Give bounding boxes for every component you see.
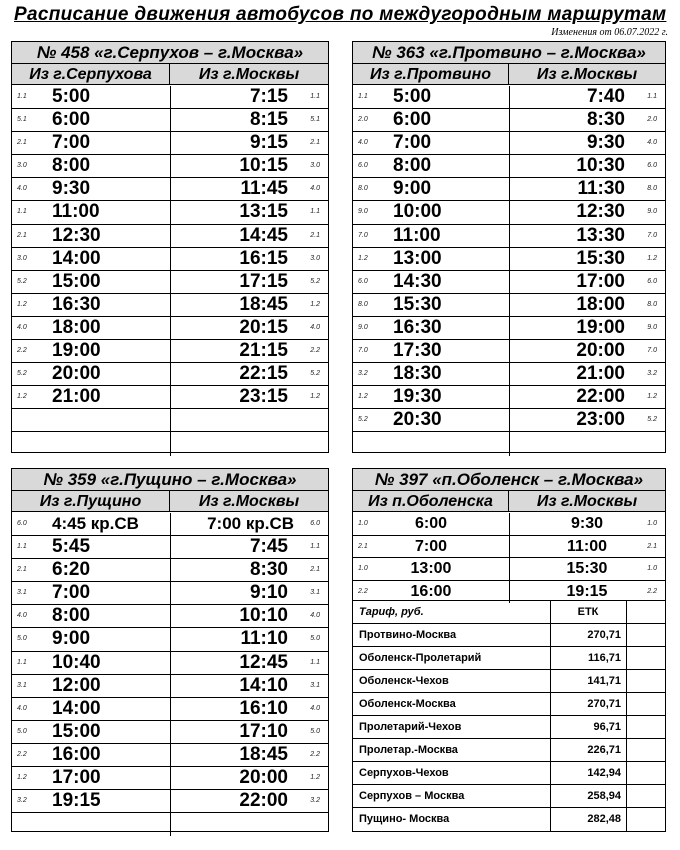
departure-time: 16:30 (52, 293, 101, 315)
return-time: 10:10 (239, 605, 288, 627)
return-time: 18:45 (239, 743, 288, 765)
schedule-row (353, 86, 665, 109)
schedule-row (12, 271, 328, 294)
trip-code-right: 2.1 (647, 542, 657, 550)
trip-code-left: 4.0 (17, 612, 27, 620)
departure-time: 18:30 (393, 363, 442, 385)
route-359-table (11, 468, 329, 832)
schedule-row (353, 536, 665, 559)
tariff-route-name: Серпухов – Москва (359, 790, 465, 802)
departure-time: 17:00 (52, 767, 101, 789)
trip-code-right: 1.1 (310, 658, 320, 666)
tariff-price: 141,71 (587, 675, 621, 687)
trip-code-right: 3.1 (310, 681, 320, 689)
trip-code-left: 9.0 (358, 323, 368, 331)
trip-code-left: 1.2 (17, 300, 27, 308)
departure-time: 6:00 (414, 515, 448, 532)
return-time: 11:10 (240, 628, 288, 650)
to-column-header: Из г.Москвы (509, 491, 665, 512)
trip-code-right: 3.0 (310, 162, 320, 170)
schedule-rows (12, 513, 328, 836)
trip-code-left: 5.2 (17, 277, 27, 285)
trip-code-left: 3.0 (17, 254, 27, 262)
trip-code-left: 1.1 (17, 543, 27, 551)
tariff-header: Тариф, руб. (359, 606, 424, 618)
trip-code-right: 4.0 (310, 323, 320, 331)
schedule-rows (353, 86, 665, 456)
return-time: 11:00 (566, 537, 608, 555)
trip-code-left: 1.1 (17, 208, 27, 216)
route-458-table (11, 41, 329, 453)
trip-code-right: 3.0 (310, 254, 320, 262)
trip-code-right: 2.2 (310, 347, 320, 355)
tariff-row (353, 670, 665, 693)
departure-time: 12:30 (52, 224, 101, 246)
departure-time: 6:00 (393, 109, 432, 131)
departure-time: 19:15 (52, 790, 101, 812)
tariff-price: 258,94 (587, 790, 621, 802)
departure-time: 7:00 (52, 582, 91, 604)
schedule-row (353, 132, 665, 155)
departure-time: 7:00 (393, 132, 432, 154)
trip-code-left: 5.0 (17, 635, 27, 643)
return-time: 22:00 (576, 386, 625, 408)
return-time: 8:30 (249, 559, 288, 581)
departure-time: 8:00 (52, 155, 91, 177)
departure-time: 14:00 (52, 247, 101, 269)
tariff-column-label: ЕТК (577, 606, 599, 618)
schedule-row (353, 340, 665, 363)
return-time: 12:30 (576, 201, 625, 223)
schedule-row (12, 628, 328, 651)
to-column-header: Из г.Москвы (509, 64, 665, 85)
departure-time: 15:00 (52, 270, 101, 292)
trip-code-right: 1.0 (647, 520, 657, 527)
from-column-header: Из п.Оболенска (353, 491, 509, 512)
return-time: 17:00 (576, 270, 625, 292)
schedule-row (12, 675, 328, 698)
return-time: 17:10 (239, 720, 288, 742)
return-time: 22:00 (239, 790, 288, 812)
trip-code-right: 3.2 (647, 370, 657, 378)
trip-code-left: 1.2 (17, 774, 27, 782)
trip-code-left: 1.2 (358, 393, 368, 401)
schedule-row (353, 386, 665, 409)
schedule-row (353, 225, 665, 248)
to-column-header: Из г.Москвы (170, 64, 328, 85)
trip-code-right: 7.0 (647, 231, 657, 239)
tariff-row (353, 739, 665, 762)
return-time: 8:15 (249, 109, 288, 131)
trip-code-right: 5.0 (310, 727, 320, 735)
departure-time: 19:00 (52, 340, 101, 362)
route-363-table (352, 41, 666, 453)
trip-code-right: 1.2 (647, 393, 657, 401)
return-time: 13:30 (576, 224, 625, 246)
departure-time: 14:00 (52, 697, 101, 719)
trip-code-right: 5.2 (310, 277, 320, 285)
schedule-row (353, 155, 665, 178)
trip-code-right: 5.0 (310, 635, 320, 643)
trip-code-left: 2.2 (17, 347, 27, 355)
tariff-row (353, 785, 665, 808)
return-time: 9:30 (570, 515, 604, 532)
departure-time: 7:00 (414, 537, 448, 555)
schedule-row (12, 340, 328, 363)
tariff-row (353, 716, 665, 739)
departure-time: 9:00 (52, 628, 91, 650)
trip-code-right: 2.1 (310, 139, 320, 147)
from-column-header: Из г.Серпухова (12, 64, 170, 85)
tariff-route-name: Пролетарий-Чехов (359, 721, 462, 733)
trip-code-right: 9.0 (647, 208, 657, 216)
schedule-row (12, 317, 328, 340)
trip-code-left: 2.1 (358, 542, 368, 550)
tariff-route-name: Пролетар.-Москва (359, 744, 458, 756)
trip-code-left: 6.0 (358, 277, 368, 285)
schedule-row (12, 813, 328, 836)
trip-code-left: 7.0 (358, 231, 368, 239)
departure-time: 13:00 (393, 247, 442, 269)
trip-code-left: 7.0 (358, 347, 368, 355)
departure-time: 5:00 (393, 86, 432, 107)
departure-time: 9:00 (393, 178, 432, 200)
return-time: 18:00 (576, 293, 625, 315)
trip-code-left: 5.1 (17, 116, 27, 124)
trip-code-right: 6.0 (647, 277, 657, 285)
trip-code-right: 9.0 (647, 323, 657, 331)
return-time: 11:30 (577, 178, 625, 200)
tariff-price: 142,94 (587, 767, 621, 779)
return-time: 7:15 (249, 86, 288, 107)
tariff-price: 270,71 (587, 698, 621, 710)
from-column-header: Из г.Пущино (12, 491, 170, 512)
trip-code-right: 4.0 (647, 139, 657, 147)
tariff-route-name: Серпухов-Чехов (359, 767, 449, 779)
return-time: 16:15 (239, 247, 288, 269)
departure-time: 17:30 (393, 340, 442, 362)
trip-code-right: 4.0 (310, 612, 320, 620)
trip-code-right: 8.0 (647, 300, 657, 308)
return-time: 22:15 (239, 363, 288, 385)
schedule-row (12, 201, 328, 224)
return-time: 16:10 (239, 697, 288, 719)
trip-code-right: 2.0 (647, 116, 657, 124)
route-title: № 363 «г.Протвино – г.Москва» (353, 42, 665, 64)
trip-code-right: 2.1 (310, 231, 320, 239)
trip-code-right: 5.1 (310, 116, 320, 124)
return-time: 7:00 кр.СВ (207, 514, 294, 533)
tariff-row (353, 693, 665, 716)
trip-code-right: 3.1 (310, 589, 320, 597)
departure-time: 19:30 (393, 386, 442, 408)
departure-time: 15:00 (52, 720, 101, 742)
schedule-row (12, 409, 328, 432)
return-time: 12:45 (239, 651, 288, 673)
return-time: 21:15 (239, 340, 288, 362)
trip-code-left: 3.2 (17, 797, 27, 805)
departure-time: 10:00 (393, 201, 442, 223)
trip-code-left: 2.1 (17, 139, 27, 147)
route-397-table (352, 468, 666, 601)
departure-time: 6:20 (52, 559, 91, 581)
tariff-row (353, 647, 665, 670)
trip-code-left: 3.1 (17, 681, 27, 689)
trip-code-left: 4.0 (17, 323, 27, 331)
return-time: 14:45 (239, 224, 288, 246)
tariff-route-name: Оболенск-Чехов (359, 675, 449, 687)
trip-code-left: 1.2 (17, 393, 27, 401)
tariff-route-name: Оболенск-Пролетарий (359, 652, 482, 664)
route-title: № 458 «г.Серпухов – г.Москва» (12, 42, 328, 64)
return-time: 9:15 (249, 132, 288, 154)
trip-code-right: 5.2 (310, 370, 320, 378)
trip-code-right: 5.2 (647, 416, 657, 424)
trip-code-right: 1.2 (647, 254, 657, 262)
trip-code-right: 8.0 (647, 185, 657, 193)
departure-time: 15:30 (393, 293, 442, 315)
departure-time: 16:00 (410, 582, 452, 600)
departure-time: 8:00 (393, 155, 432, 177)
schedule-row (353, 248, 665, 271)
return-time: 20:15 (239, 316, 288, 338)
trip-code-left: 4.0 (17, 185, 27, 193)
departure-time: 16:00 (52, 743, 101, 765)
schedule-row (12, 790, 328, 813)
from-column-header: Из г.Протвино (353, 64, 509, 85)
trip-code-left: 4.0 (358, 139, 368, 147)
trip-code-right: 1.1 (647, 93, 657, 100)
trip-code-left: 1.0 (358, 520, 368, 527)
tariff-header-row (353, 601, 665, 624)
return-time: 23:15 (239, 386, 288, 408)
schedule-row (12, 225, 328, 248)
trip-code-left: 2.1 (17, 566, 27, 574)
schedule-row (353, 432, 665, 455)
schedule-row (12, 513, 328, 536)
trip-code-right: 4.0 (310, 185, 320, 193)
page-title: Расписание движения автобусов по междугородным маршрутам (14, 4, 667, 25)
return-time: 13:15 (239, 201, 288, 223)
trip-code-left: 3.0 (17, 162, 27, 170)
trip-code-left: 2.1 (17, 231, 27, 239)
trip-code-left: 8.0 (358, 300, 368, 308)
trip-code-right: 1.2 (310, 774, 320, 782)
to-column-header: Из г.Москвы (170, 491, 328, 512)
schedule-rows (12, 86, 328, 456)
return-time: 17:15 (239, 270, 288, 292)
return-time: 14:10 (239, 674, 288, 696)
trip-code-right: 1.1 (310, 208, 320, 216)
departure-time: 18:00 (52, 316, 101, 338)
departure-time: 14:30 (393, 270, 442, 292)
departure-time: 9:30 (52, 178, 91, 200)
departure-time: 8:00 (52, 605, 91, 627)
trip-code-left: 3.2 (358, 370, 368, 378)
schedule-row (12, 582, 328, 605)
schedule-row (12, 432, 328, 455)
schedule-row (12, 605, 328, 628)
changes-date: Изменения от 06.07.2022 г. (551, 27, 668, 38)
return-time: 20:00 (239, 767, 288, 789)
trip-code-right: 1.2 (310, 393, 320, 401)
return-time: 10:30 (576, 155, 625, 177)
departure-time: 20:00 (52, 363, 101, 385)
tariff-table (352, 600, 666, 832)
trip-code-right: 2.2 (647, 587, 657, 595)
trip-code-left: 1.1 (17, 658, 27, 666)
return-time: 20:00 (576, 340, 625, 362)
departure-time: 6:00 (52, 109, 91, 131)
trip-code-left: 4.0 (17, 704, 27, 712)
schedule-row (353, 178, 665, 201)
schedule-row (12, 536, 328, 559)
trip-code-right: 1.0 (647, 565, 657, 572)
tariff-price: 226,71 (587, 744, 621, 756)
trip-code-left: 6.0 (17, 520, 27, 527)
schedule-row (12, 698, 328, 721)
schedule-row (12, 559, 328, 582)
schedule-row (353, 201, 665, 224)
return-time: 21:00 (576, 363, 625, 385)
schedule-row (353, 109, 665, 132)
trip-code-left: 1.0 (358, 565, 368, 572)
trip-code-left: 2.0 (358, 116, 368, 124)
departure-time: 4:45 кр.СВ (52, 514, 139, 533)
trip-code-right: 1.1 (310, 543, 320, 551)
schedule-row (12, 155, 328, 178)
trip-code-left: 8.0 (358, 185, 368, 193)
schedule-row (12, 86, 328, 109)
trip-code-left: 2.2 (358, 587, 368, 595)
schedule-rows (353, 513, 665, 603)
tariff-route-name: Протвино-Москва (359, 629, 457, 641)
departure-time: 11:00 (52, 201, 100, 223)
tariff-row (353, 808, 665, 831)
trip-code-right: 4.0 (310, 704, 320, 712)
return-time: 19:00 (576, 316, 625, 338)
trip-code-left: 1.2 (358, 254, 368, 262)
trip-code-left: 5.0 (17, 727, 27, 735)
route-title: № 397 «п.Оболенск – г.Москва» (353, 469, 665, 491)
trip-code-left: 5.2 (358, 416, 368, 424)
departure-time: 10:40 (52, 651, 101, 673)
return-time: 23:00 (576, 409, 625, 431)
trip-code-right: 6.0 (310, 520, 320, 527)
tariff-price: 282,48 (587, 813, 621, 825)
trip-code-left: 1.1 (358, 93, 368, 100)
schedule-row (353, 513, 665, 536)
return-time: 7:45 (249, 536, 288, 558)
trip-code-right: 2.1 (310, 566, 320, 574)
schedule-row (12, 721, 328, 744)
departure-time: 7:00 (52, 132, 91, 154)
schedule-row (353, 558, 665, 581)
return-time: 19:15 (566, 582, 608, 600)
schedule-row (12, 363, 328, 386)
tariff-price: 270,71 (587, 629, 621, 641)
departure-time: 21:00 (52, 386, 101, 408)
tariff-route-name: Пущино- Москва (359, 813, 450, 825)
schedule-row (353, 409, 665, 432)
schedule-row (353, 317, 665, 340)
return-time: 15:30 (576, 247, 625, 269)
schedule-row (12, 386, 328, 409)
schedule-row (12, 744, 328, 767)
schedule-row (353, 363, 665, 386)
trip-code-left: 5.2 (17, 370, 27, 378)
tariff-row (353, 762, 665, 785)
return-time: 7:40 (586, 86, 625, 107)
schedule-row (12, 767, 328, 790)
trip-code-right: 1.2 (310, 300, 320, 308)
return-time: 8:30 (586, 109, 625, 131)
trip-code-left: 9.0 (358, 208, 368, 216)
schedule-row (353, 271, 665, 294)
trip-code-right: 1.1 (310, 93, 320, 100)
schedule-row (12, 652, 328, 675)
tariff-row (353, 624, 665, 647)
trip-code-right: 2.2 (310, 750, 320, 758)
tariff-rows (353, 624, 665, 831)
return-time: 18:45 (239, 293, 288, 315)
trip-code-left: 3.1 (17, 589, 27, 597)
schedule-row (12, 132, 328, 155)
departure-time: 20:30 (393, 409, 442, 431)
trip-code-right: 7.0 (647, 347, 657, 355)
tariff-price: 96,71 (593, 721, 621, 733)
return-time: 11:45 (240, 178, 288, 200)
departure-time: 11:00 (393, 224, 441, 246)
schedule-row (12, 294, 328, 317)
trip-code-left: 2.2 (17, 750, 27, 758)
departure-time: 16:30 (393, 316, 442, 338)
departure-time: 12:00 (52, 674, 101, 696)
return-time: 10:15 (239, 155, 288, 177)
tariff-route-name: Оболенск-Москва (359, 698, 456, 710)
departure-time: 13:00 (410, 560, 452, 577)
return-time: 15:30 (566, 560, 608, 577)
trip-code-right: 6.0 (647, 162, 657, 170)
departure-time: 5:45 (52, 536, 91, 558)
departure-time: 5:00 (52, 86, 91, 107)
trip-code-left: 1.1 (17, 93, 27, 100)
schedule-row (12, 248, 328, 271)
trip-code-left: 6.0 (358, 162, 368, 170)
return-time: 9:10 (249, 582, 288, 604)
return-time: 9:30 (586, 132, 625, 154)
trip-code-right: 3.2 (310, 797, 320, 805)
tariff-price: 116,71 (587, 652, 621, 664)
schedule-row (353, 294, 665, 317)
schedule-row (12, 178, 328, 201)
schedule-row (12, 109, 328, 132)
route-title: № 359 «г.Пущино – г.Москва» (12, 469, 328, 491)
